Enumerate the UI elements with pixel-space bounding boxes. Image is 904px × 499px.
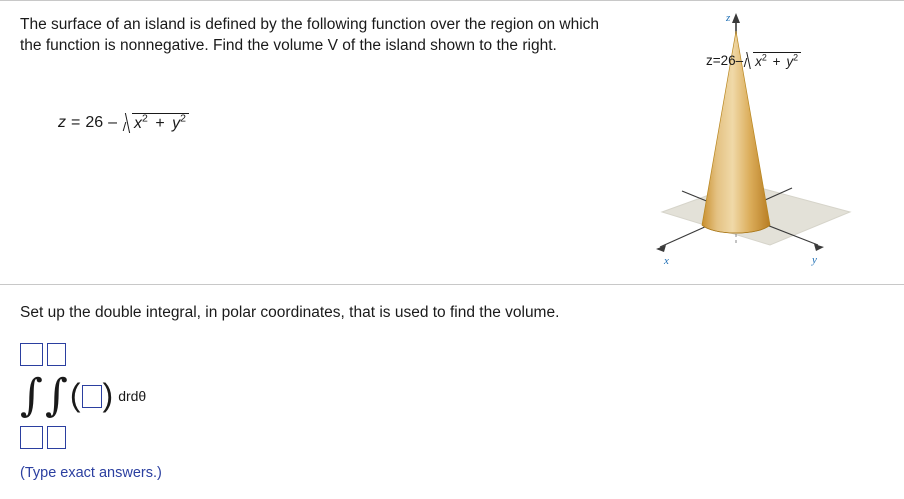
integral-limits-stack bbox=[20, 343, 146, 449]
answer-prompt: Set up the double integral, in polar coordinates, that is used to find the volume. bbox=[20, 304, 560, 321]
figure-radicand-x-exponent: 2 bbox=[761, 52, 767, 63]
upper-limits-row bbox=[20, 343, 146, 366]
equation-lhs: z bbox=[58, 114, 66, 131]
figure-square-root-symbol bbox=[744, 52, 801, 69]
inner-integral-sign: ∫ bbox=[44, 370, 68, 422]
lower-limits-row bbox=[20, 426, 146, 449]
cone-diagram-svg bbox=[620, 7, 890, 275]
figure-radicand-plus: + bbox=[772, 54, 781, 69]
figure-label-lhs: z=26– bbox=[706, 53, 744, 68]
upper-inner-limit-input[interactable] bbox=[47, 343, 66, 366]
upper-outer-limit-input[interactable] bbox=[20, 343, 43, 366]
surface-equation bbox=[58, 113, 190, 133]
radicand-x: x bbox=[134, 115, 143, 132]
figure-radicand-y: y bbox=[786, 54, 794, 69]
outer-integral-sign: ∫ bbox=[20, 370, 43, 422]
radicand-x-exponent: 2 bbox=[142, 112, 148, 125]
double-integral-answer bbox=[20, 343, 146, 449]
integral-expression-row bbox=[20, 371, 146, 421]
lower-inner-limit-input[interactable] bbox=[47, 426, 66, 449]
paren-open: ( bbox=[69, 377, 81, 414]
axis-label-y: y bbox=[812, 254, 817, 266]
paren-close: ) bbox=[102, 377, 114, 414]
radicand-y: y bbox=[172, 115, 181, 132]
problem-section bbox=[0, 1, 904, 284]
square-root-symbol bbox=[123, 113, 189, 133]
radicand-plus: + bbox=[155, 115, 165, 132]
integrand-input[interactable] bbox=[82, 385, 102, 408]
equation-minus: – bbox=[108, 114, 118, 131]
equation-constant: 26 bbox=[85, 114, 104, 131]
equation-equals: = bbox=[71, 114, 81, 131]
figure-radicand-y-exponent: 2 bbox=[793, 52, 799, 63]
figure-equation-label bbox=[706, 52, 802, 69]
answer-section bbox=[0, 285, 904, 499]
axis-label-z: z bbox=[726, 12, 731, 24]
island-cone-figure bbox=[620, 7, 890, 275]
axis-label-x: x bbox=[664, 255, 669, 267]
radicand-y-exponent: 2 bbox=[180, 112, 187, 125]
lower-outer-limit-input[interactable] bbox=[20, 426, 43, 449]
differential-label: drdθ bbox=[118, 388, 147, 404]
answer-note: (Type exact answers.) bbox=[20, 465, 162, 481]
problem-statement: The surface of an island is defined by the following function over the region on which the function is nonnegative. Find the volume V of the island shown to the right. bbox=[20, 16, 600, 54]
figure-radicand-x: x bbox=[755, 54, 762, 69]
